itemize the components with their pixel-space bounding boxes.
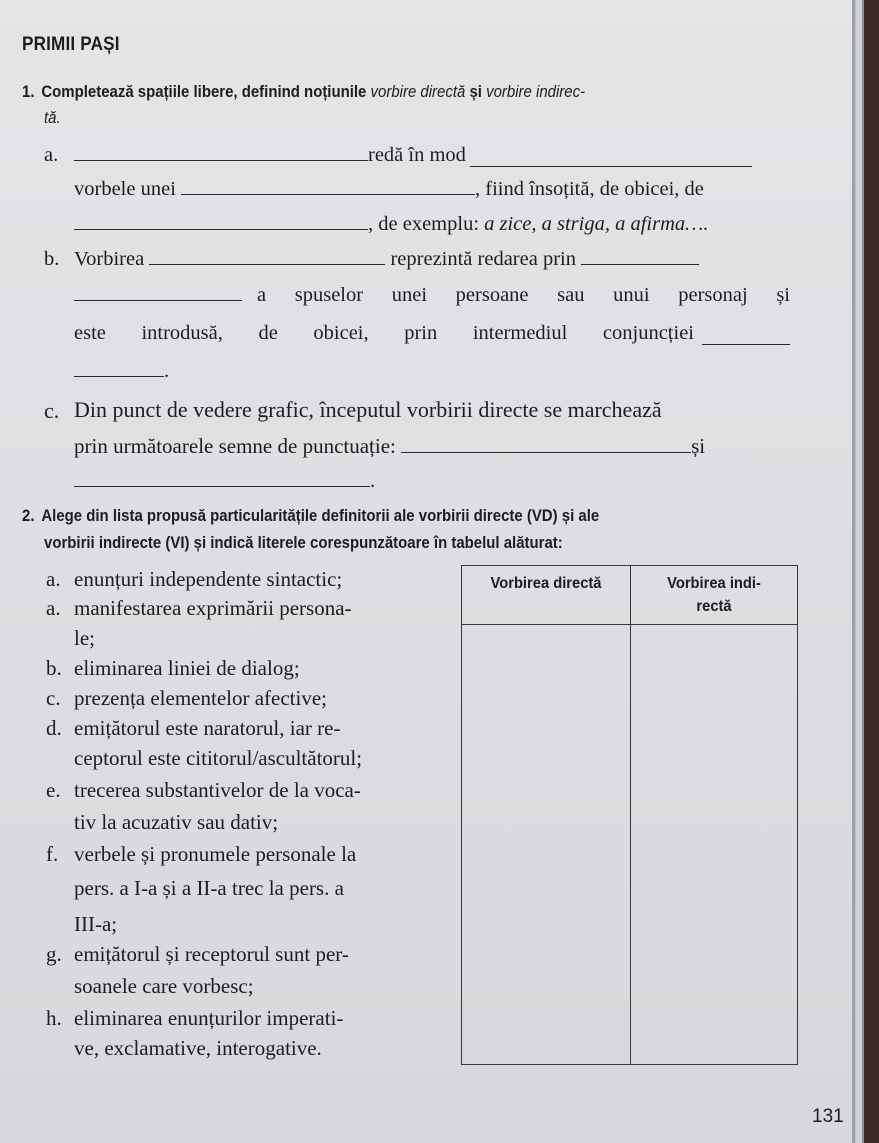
term-direct-speech: vorbire directă bbox=[370, 82, 466, 101]
list-item-cont: ve, exclamative, interogative. bbox=[74, 1036, 322, 1060]
item-letter: a. bbox=[46, 567, 61, 591]
task1-text: Completează spațiile libere, definind noțiunile bbox=[41, 82, 371, 101]
text: vorbele unei bbox=[74, 178, 176, 200]
item-text: prezența elementelor afective; bbox=[74, 686, 328, 710]
item-text: manifestarea exprimării persona- bbox=[74, 596, 352, 620]
item-text: emițătorul este naratorul, iar re- bbox=[74, 716, 341, 740]
answer-blank[interactable] bbox=[74, 360, 164, 377]
answer-blank[interactable] bbox=[74, 284, 242, 301]
text: prin următoarele semne de punctuație: bbox=[74, 434, 396, 458]
task1-a-line1 bbox=[74, 142, 752, 168]
item-a-label: a. bbox=[44, 144, 59, 166]
page-number: 131 bbox=[812, 1106, 844, 1127]
answer-table bbox=[461, 565, 798, 1065]
text: , fiind însoțită, de obicei, de bbox=[475, 178, 704, 200]
task1-instruction-cont bbox=[44, 104, 61, 131]
answer-blank[interactable] bbox=[74, 144, 368, 161]
answer-blank[interactable] bbox=[181, 178, 475, 195]
task1-a-line2 bbox=[74, 176, 704, 202]
table-header-direct-speech: Vorbirea directă bbox=[490, 575, 602, 592]
table-cell-indirect-speech[interactable] bbox=[631, 625, 797, 1064]
item-b-label: b. bbox=[44, 248, 60, 270]
task1-c-line2 bbox=[74, 433, 705, 459]
item-letter: f. bbox=[46, 842, 59, 866]
text: . bbox=[164, 360, 170, 382]
task2-number: 2. bbox=[22, 506, 35, 525]
term-indirect-speech: vorbire indirec- bbox=[486, 82, 586, 101]
list-item bbox=[46, 565, 342, 593]
task1-a-line3 bbox=[74, 211, 709, 237]
item-letter: g. bbox=[46, 942, 62, 966]
item-text: eliminarea enunțurilor imperati- bbox=[74, 1006, 344, 1030]
list-item bbox=[46, 776, 361, 804]
table-cell-direct-speech[interactable] bbox=[462, 625, 630, 1064]
item-letter: h. bbox=[46, 1006, 62, 1030]
task1-b-line2 bbox=[74, 282, 790, 308]
list-item-cont: pers. a I-a și a II-a trec la pers. a bbox=[74, 876, 344, 900]
item-text: trecerea substantivelor de la voca- bbox=[74, 778, 361, 802]
text: . bbox=[370, 470, 376, 492]
task1-instruction bbox=[22, 78, 585, 105]
page-edge bbox=[862, 0, 864, 1143]
list-item-cont: ceptorul este cititorul/ascultătorul; bbox=[74, 746, 363, 770]
task1-c-line3 bbox=[74, 468, 375, 494]
item-letter: a. bbox=[46, 596, 61, 620]
list-item bbox=[46, 840, 356, 868]
task1-number: 1. bbox=[22, 82, 35, 101]
text: a spuselor unei persoane sau unui personaj și bbox=[257, 284, 790, 306]
task2-instruction bbox=[22, 502, 599, 529]
item-text: enunțuri independente sintactic; bbox=[74, 567, 343, 591]
text: redă în mod bbox=[368, 144, 466, 166]
header-line: Vorbirea indi- bbox=[667, 575, 761, 592]
item-text: eliminarea liniei de dialog; bbox=[74, 656, 300, 680]
answer-blank[interactable] bbox=[470, 150, 752, 167]
item-text: emițătorul și receptorul sunt per- bbox=[74, 942, 349, 966]
text: este introdusă, de obicei, prin intermediul conjuncției bbox=[74, 322, 694, 344]
list-item bbox=[46, 594, 352, 622]
term-indirect-speech-cont: tă. bbox=[44, 108, 61, 127]
task1-conj: și bbox=[465, 82, 487, 101]
answer-blank[interactable] bbox=[149, 248, 385, 265]
answer-blank[interactable] bbox=[581, 248, 699, 265]
examples-text: a zice, a striga, a afirma…. bbox=[484, 213, 709, 235]
task1-b-line4 bbox=[74, 358, 169, 384]
list-item-cont: III-a; bbox=[74, 912, 118, 936]
task2-instruction-line2: vorbirii indirecte (VI) și indică literele corespunzătoare în tabelul alăturat: bbox=[44, 533, 563, 552]
task1-b-line1 bbox=[74, 246, 699, 272]
item-letter: e. bbox=[46, 778, 61, 802]
item-letter: b. bbox=[46, 656, 62, 680]
item-letter: c. bbox=[46, 686, 61, 710]
answer-blank[interactable] bbox=[74, 470, 370, 487]
text: reprezintă redarea prin bbox=[390, 248, 576, 270]
list-item-cont: le; bbox=[74, 626, 95, 650]
list-item bbox=[46, 684, 327, 712]
page-edge bbox=[852, 0, 855, 1143]
table-header-indirect-speech bbox=[637, 572, 792, 618]
item-c-label: c. bbox=[44, 398, 60, 423]
task1-c-line1: Din punct de vedere grafic, începutul vorbirii directe se marchează bbox=[74, 397, 662, 422]
list-item bbox=[46, 1004, 343, 1032]
text: și bbox=[691, 434, 706, 458]
answer-blank[interactable] bbox=[401, 436, 691, 453]
list-item-cont: tiv la acuzativ sau dativ; bbox=[74, 810, 279, 834]
list-item bbox=[46, 940, 349, 968]
list-item bbox=[46, 654, 300, 682]
text: Vorbirea bbox=[74, 248, 145, 270]
list-item-cont: soanele care vorbesc; bbox=[74, 974, 254, 998]
item-text: verbele și pronumele personale la bbox=[74, 842, 357, 866]
section-title: PRIMII PAȘI bbox=[22, 34, 120, 55]
list-item bbox=[46, 714, 340, 742]
text: , de exemplu: bbox=[368, 213, 485, 235]
answer-blank[interactable] bbox=[702, 328, 790, 345]
header-line: rectă bbox=[696, 598, 732, 615]
task2-text: Alege din lista propusă particularitățile definitorii ale vorbirii directe (VD) și ale bbox=[41, 506, 600, 525]
answer-blank[interactable] bbox=[74, 213, 368, 230]
item-letter: d. bbox=[46, 716, 62, 740]
